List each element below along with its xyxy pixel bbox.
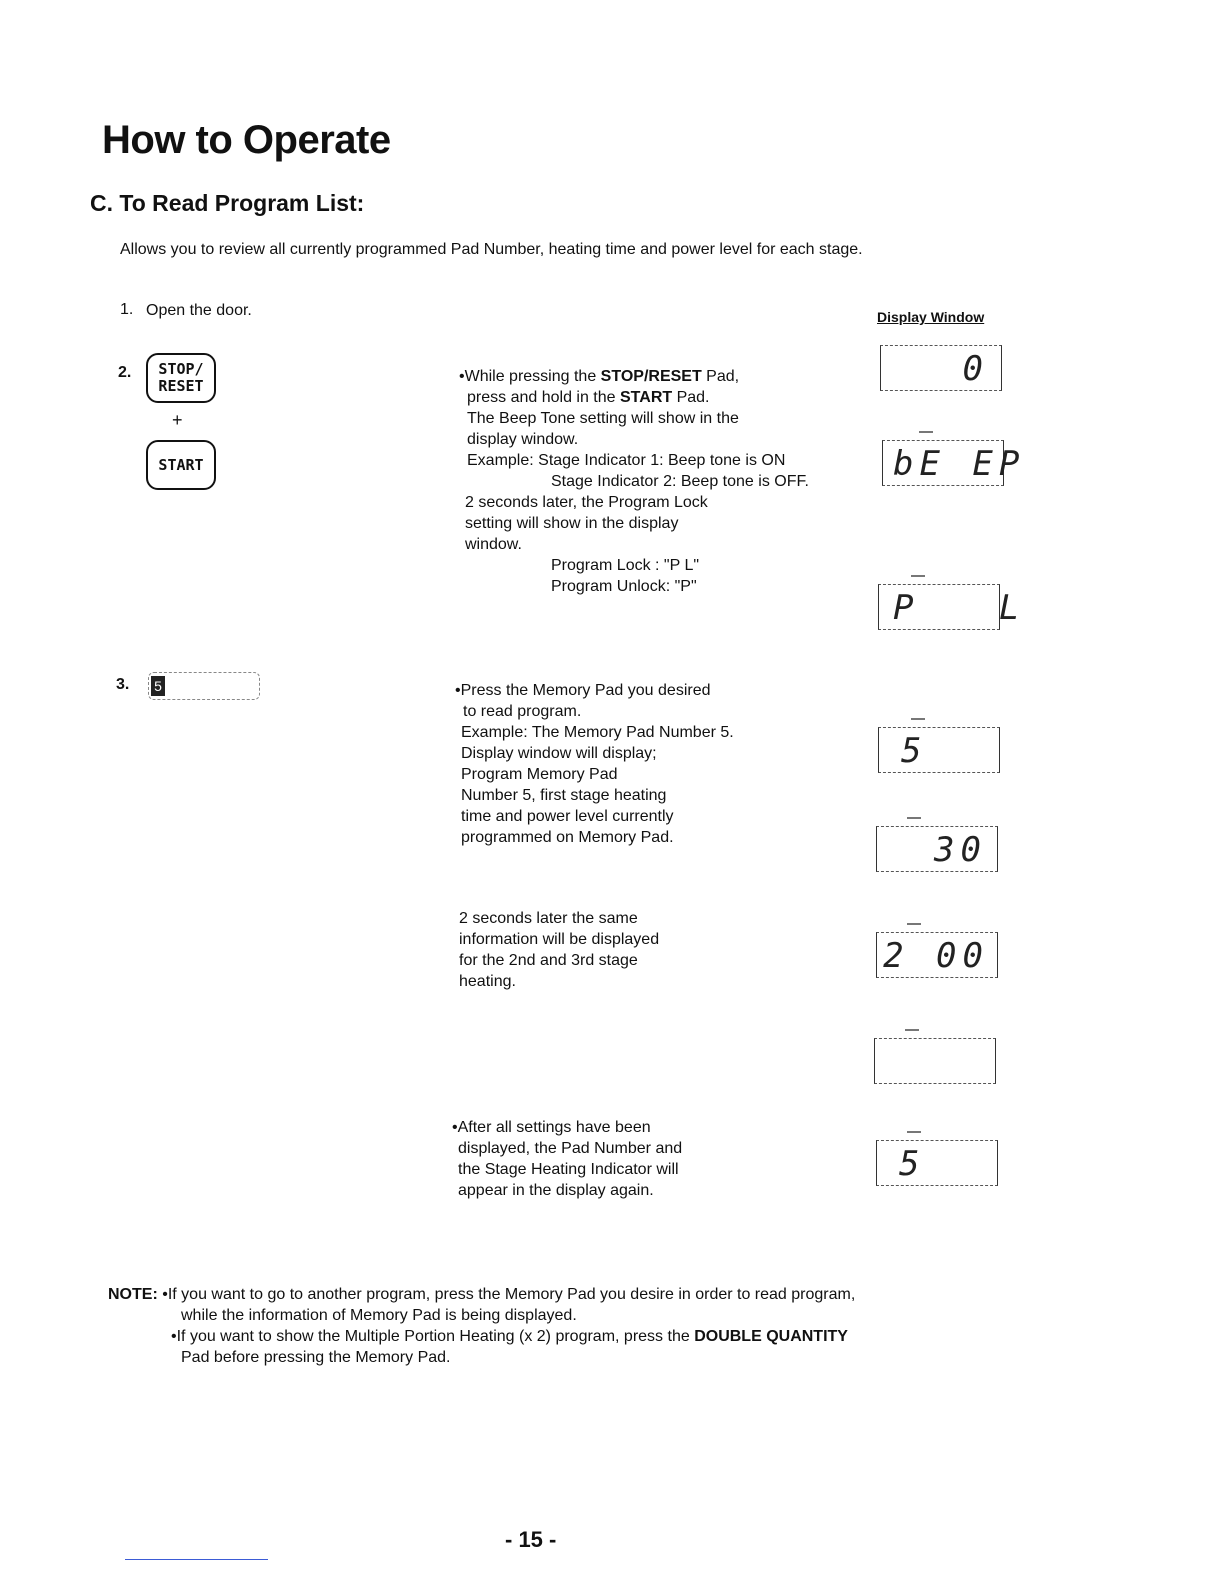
step-2-line-bold: STOP/RESET (600, 368, 702, 385)
step-2-number: 2. (118, 364, 132, 381)
step-3-text-a (455, 680, 734, 848)
step-2-line-bold: START (620, 389, 673, 406)
step-3-line: Example: The Memory Pad Number 5. (461, 724, 734, 741)
page-number: - 15 - (505, 1527, 557, 1552)
display-window-2 (882, 440, 1026, 486)
display-window-4 (878, 727, 1000, 773)
step-3-line: heating. (459, 973, 516, 990)
step-2-line: 2 seconds later, the Program Lock (465, 494, 708, 511)
display-window-label: Display Window (877, 309, 985, 325)
memory-pad-number: 5 (151, 676, 165, 696)
step-2-line: display window. (467, 431, 579, 448)
step-3-line: the Stage Heating Indicator will (458, 1161, 679, 1178)
section-heading: C. To Read Program List: (90, 190, 365, 216)
step-2-line: press and hold in the START Pad. (467, 389, 710, 406)
plus-sign: + (172, 410, 183, 430)
display-window-7 (874, 1038, 996, 1084)
stop-reset-pad-line1: STOP/ (158, 360, 204, 378)
note-block (108, 1284, 855, 1368)
display-readout: 0 (962, 349, 989, 389)
display-window-5 (876, 826, 998, 872)
step-3-text-c (452, 1117, 682, 1201)
note-line-1-text: •If you want to go to another program, press the Memory Pad you desire in order to read program, (162, 1286, 856, 1303)
stop-reset-pad-line2: RESET (158, 377, 204, 395)
step-3-line: •After all settings have been (452, 1119, 651, 1136)
display-window-6 (876, 932, 998, 978)
note-line-1 (108, 1284, 855, 1305)
display-window-8 (876, 1140, 998, 1186)
step-3-line: Number 5, first stage heating (461, 787, 667, 804)
step-1-text: Open the door. (146, 302, 252, 319)
step-2-line: •While pressing the STOP/RESET Pad, (459, 368, 740, 385)
display-window-1 (880, 345, 1002, 391)
note-line-3: •If you want to show the Multiple Portion Heating (x 2) program, press the DOUBLE QUANTITY (171, 1328, 848, 1345)
step-2-line: Program Lock : "P L" (551, 557, 700, 574)
step-2-line: Program Unlock: "P" (551, 578, 697, 595)
step-2-line: setting will show in the display (465, 515, 679, 532)
step-3-line: •Press the Memory Pad you desired (455, 682, 711, 699)
step-3-line: displayed, the Pad Number and (458, 1140, 683, 1157)
step-3-line: Display window will display; (461, 745, 657, 762)
step-3-line: time and power level currently (461, 808, 674, 825)
step-3-number: 3. (116, 676, 130, 693)
note-bold: DOUBLE QUANTITY (694, 1328, 848, 1345)
step-3-line: programmed on Memory Pad. (461, 829, 674, 846)
display-window-3 (878, 584, 1026, 630)
display-readout: P L (893, 588, 1026, 628)
stop-reset-pad (146, 353, 216, 403)
step-3-line: information will be displayed (459, 931, 660, 948)
note-label: NOTE: (108, 1286, 158, 1303)
memory-pad (148, 672, 260, 700)
intro-text: Allows you to review all currently programmed Pad Number, heating time and power level for each stage. (120, 241, 863, 258)
step-1-number: 1. (120, 301, 134, 318)
step-3-line: Program Memory Pad (461, 766, 618, 783)
step-3-line: 2 seconds later the same (459, 910, 638, 927)
step-3-line: appear in the display again. (458, 1182, 654, 1199)
display-readout: 5 (899, 1144, 926, 1184)
step-3-line: for the 2nd and 3rd stage (459, 952, 638, 969)
step-2-line: The Beep Tone setting will show in the (467, 410, 739, 427)
display-readout: 30 (934, 830, 987, 870)
start-pad-label: START (158, 455, 204, 474)
step-2-line: window. (465, 536, 522, 553)
page-title: How to Operate (102, 118, 391, 162)
display-readout: 5 (901, 731, 928, 771)
step-3-line: to read program. (463, 703, 582, 720)
display-readout: bE EP (893, 444, 1026, 484)
step-2-text (459, 366, 809, 597)
step-2-line: Stage Indicator 2: Beep tone is OFF. (551, 473, 809, 490)
footer-rule (125, 1559, 268, 1560)
note-line-4: Pad before pressing the Memory Pad. (181, 1349, 451, 1366)
start-pad (146, 440, 216, 490)
step-2-line: Example: Stage Indicator 1: Beep tone is ON (467, 452, 786, 469)
display-readout: 2 00 (883, 936, 989, 976)
step-3-text-b (459, 908, 659, 992)
note-line-2: while the information of Memory Pad is being displayed. (181, 1307, 577, 1324)
